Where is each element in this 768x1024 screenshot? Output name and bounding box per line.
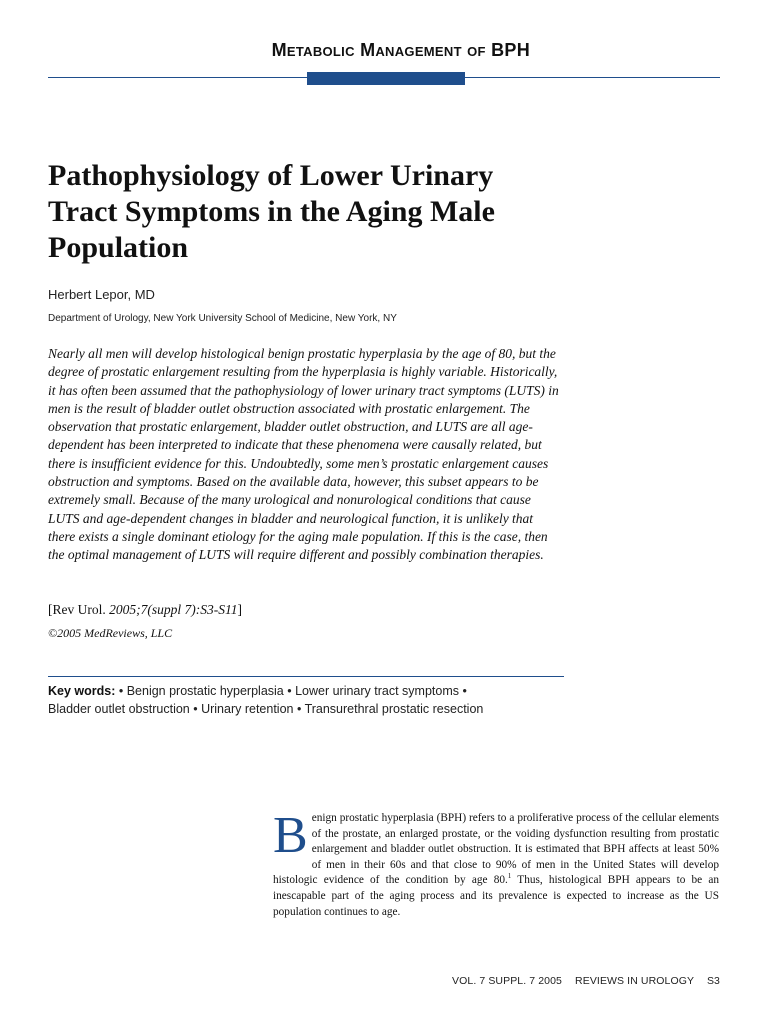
page-footer: [48, 975, 720, 987]
body-paragraph: [273, 807, 720, 920]
abstract: Nearly all men will develop histological benign prostatic hyperplasia by the age of 80, but the degree of prostatic enlargement resulting from the hyperplasia is highly variable. Historically, it has often been assumed that the pathophysiology of lower urinary tract symptoms (LUTS) in men is the result of bladder outlet obstruction associated with prostatic enlargement. The observation that prostatic enlargement, bladder outlet obstruction, and LUTS are all age-dependent has been interpreted to indicate that these phenomena were causally related, but there is insufficient evidence for this. Undoubtedly, some men’s prostatic enlargement causes obstruction and symptoms. Based on the available data, however, this subset appears to be extremely small. Because of the many urological and nonurological conditions that cause LUTS and age-dependent changes in bladder and neurological function, it is unlikely that there exists a single dominant etiology for the aging male population. If this is the case, then the optimal management of LUTS will require different and possibly combination therapies.: [48, 346, 559, 563]
author-name: Herbert Lepor, MD: [48, 287, 155, 302]
keywords-line1: • Benign prostatic hyperplasia • Lower urinary tract symptoms •: [115, 684, 467, 698]
citation-prefix: [Rev Urol.: [48, 602, 106, 617]
footnote-marker[interactable]: 1: [507, 872, 512, 881]
keywords-label: Key words:: [48, 684, 116, 698]
footer-volume: VOL. 7 SUPPL. 7 2005: [452, 975, 562, 987]
article-title: Pathophysiology of Lower Urinary Tract Symptoms in the Aging Male Population: [48, 159, 495, 264]
keywords-rule: [48, 676, 564, 677]
copyright-notice: ©2005 MedReviews, LLC: [48, 626, 173, 640]
body-text-part2: Thus, histological BPH appears to be an inescapable part of the aging process and its prevalence is expected to increase as the US population continues to age.: [273, 874, 720, 918]
footer-page-number: S3: [706, 975, 720, 987]
drop-cap: B: [273, 807, 308, 864]
citation-suffix: ]: [237, 602, 242, 617]
running-head-text: Metabolic Management of BPH: [271, 40, 530, 60]
author-affiliation: Department of Urology, New York University School of Medicine, New York, NY: [48, 313, 397, 324]
keywords: [48, 682, 568, 718]
footer-journal: REVIEWS IN UROLOGY: [575, 975, 694, 987]
citation-reference: 2005;7(suppl 7):S3-S11: [109, 602, 238, 617]
body-text-part1: enign prostatic hyperplasia (BPH) refers to a proliferative process of the cellular elements of the prostate, an enlarged prostate, or the voiding dysfunction resulting from prostatic enlargement and bladder outlet obstruction. It is estimated that BPH affects at least 50% of men in their 60s and that close to 90% of men in the United States will develop histologic evidence of the condition by age 80.: [273, 812, 719, 887]
keywords-line2: Bladder outlet obstruction • Urinary retention • Transurethral prostatic resection: [48, 702, 484, 716]
running-head: [48, 40, 720, 61]
header-accent-bar: [307, 72, 465, 85]
citation: [48, 602, 242, 618]
